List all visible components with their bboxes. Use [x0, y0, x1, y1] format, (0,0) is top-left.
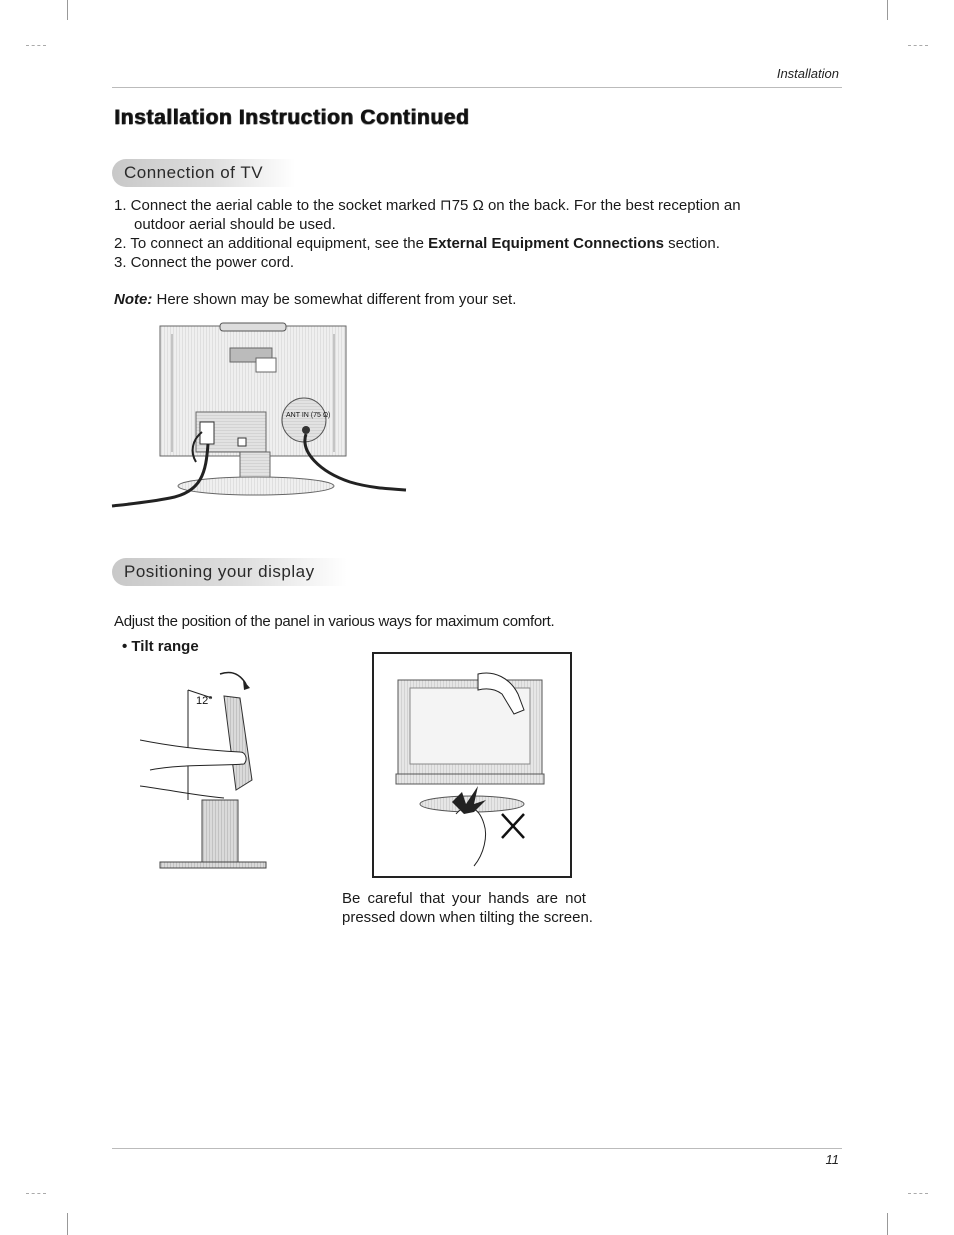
external-connections-ref: External Equipment Connections	[428, 235, 664, 252]
connection-steps	[114, 196, 814, 272]
crop-mark	[67, 0, 68, 20]
crop-mark	[26, 1193, 46, 1194]
footer-rule	[112, 1148, 842, 1149]
caution-illustration	[374, 654, 570, 876]
page-number: 11	[825, 1152, 839, 1167]
tilt-illustration	[140, 660, 280, 875]
tv-rear-illustration	[110, 322, 410, 517]
tilt-angle-label: 12°	[196, 695, 213, 707]
step-3: 3. Connect the power cord.	[114, 254, 295, 271]
section-heading-positioning: Positioning your display	[112, 558, 347, 586]
positioning-intro: Adjust the position of the panel in various ways for maximum comfort.	[114, 613, 555, 630]
running-head: Installation	[776, 66, 839, 81]
page-title: Installation Instruction Continued	[114, 106, 470, 129]
crop-mark	[887, 0, 888, 20]
caution-figure-frame	[372, 652, 572, 878]
header-rule	[112, 87, 842, 88]
tilt-range-bullet: • Tilt range	[122, 638, 199, 655]
step-2: 2. To connect an additional equipment, see the External Equipment Connections section.	[114, 235, 720, 252]
crop-mark	[26, 45, 46, 46]
crop-mark	[887, 1213, 888, 1235]
antenna-symbol: ⊓75 Ω	[440, 197, 484, 214]
step-1: 1. Connect the aerial cable to the socket marked ⊓75 Ω on the back. For the best reception an outdoor aerial should be used.	[114, 197, 741, 233]
crop-mark	[908, 45, 928, 46]
section-heading-connection: Connection of TV	[112, 159, 295, 187]
ant-in-label: ANT IN (75 Ω)	[286, 412, 331, 419]
crop-mark	[908, 1193, 928, 1194]
caution-caption: Be careful that your hands are not pressed down when tilting the screen.	[342, 890, 593, 926]
crop-mark	[67, 1213, 68, 1235]
note: Note: Here shown may be somewhat different from your set.	[114, 291, 517, 308]
